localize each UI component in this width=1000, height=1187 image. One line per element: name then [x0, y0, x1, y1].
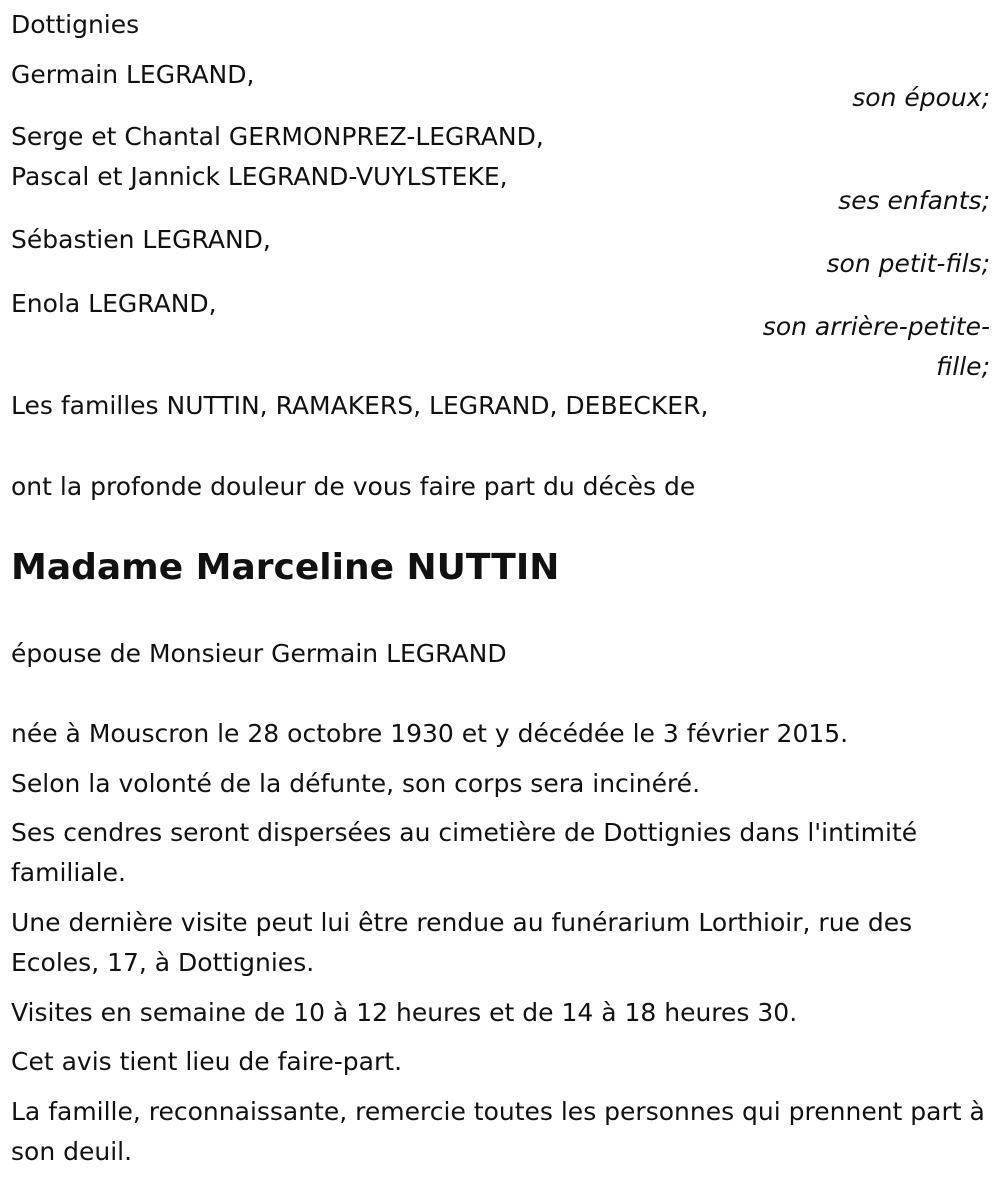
- family-name-child-2: Pascal et Jannick LEGRAND-VUYLSTEKE,: [11, 162, 508, 191]
- family-name-child-1: Serge et Chantal GERMONPREZ-LEGRAND,: [11, 122, 544, 151]
- visiting-hours-paragraph: Visites en semaine de 10 à 12 heures et de 14 à 18 heures 30.: [11, 998, 798, 1027]
- relation-great-granddaughter-cont: fille;: [936, 352, 990, 381]
- family-name-grandson: Sébastien LEGRAND,: [11, 225, 271, 254]
- relation-children: ses enfants;: [838, 186, 990, 215]
- spouse-line: épouse de Monsieur Germain LEGRAND: [11, 639, 507, 668]
- cremation-paragraph: Selon la volonté de la défunte, son corps sera incinéré.: [11, 769, 701, 798]
- ashes-paragraph: Ses cendres seront dispersées au cimetière de Dottignies dans l'intimité familiale.: [11, 818, 918, 887]
- families-line: Les familles NUTTIN, RAMAKERS, LEGRAND, DEBECKER,: [11, 391, 709, 420]
- relation-grandson: son petit-fils;: [826, 249, 990, 278]
- family-name-great-granddaughter: Enola LEGRAND,: [11, 289, 217, 318]
- deceased-name: Madame Marceline NUTTIN: [11, 547, 560, 588]
- relation-great-granddaughter: son arrière-petite-: [762, 312, 990, 341]
- visit-paragraph: Une dernière visite peut lui être rendue au funérarium Lorthioir, rue des Ecoles, 17, à Dottignies.: [11, 908, 913, 977]
- relation-spouse: son époux;: [852, 83, 990, 112]
- location: Dottignies: [11, 10, 140, 39]
- family-name-spouse: Germain LEGRAND,: [11, 60, 255, 89]
- notice-paragraph: Cet avis tient lieu de faire-part.: [11, 1047, 403, 1076]
- announcement: ont la profonde douleur de vous faire part du décès de: [11, 472, 696, 501]
- thanks-paragraph: La famille, reconnaissante, remercie toutes les personnes qui prennent part à son deuil.: [11, 1097, 985, 1166]
- birth-death-paragraph: née à Mouscron le 28 octobre 1930 et y décédée le 3 février 2015.: [11, 719, 849, 748]
